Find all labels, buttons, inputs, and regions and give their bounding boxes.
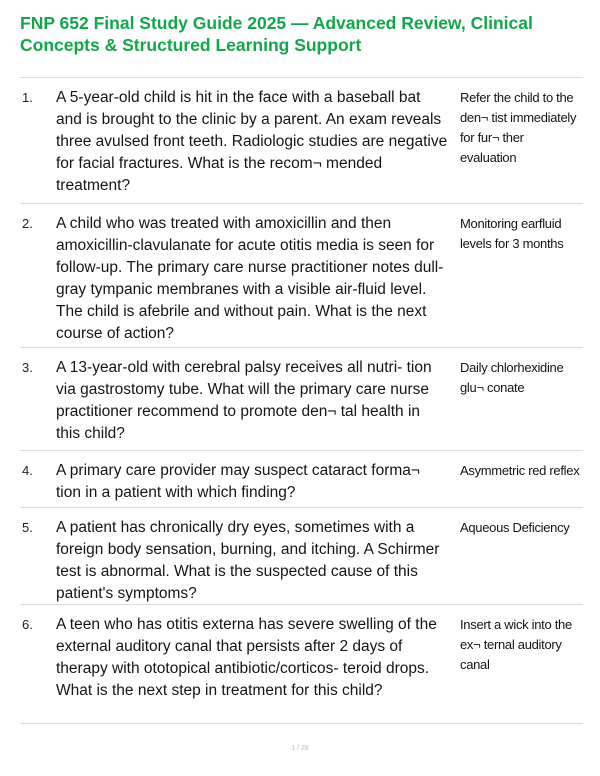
question-text: A 13-year-old with cerebral palsy receives all nutri- tion via gastrostomy tube. What will the primary care nurse practitioner recommend to promote den¬ tal health in this child?	[56, 359, 432, 442]
question-number: 1.	[22, 90, 33, 105]
question-number: 3.	[22, 360, 33, 375]
question-number: 2.	[22, 216, 33, 231]
answer-text: Monitoring earfluid levels for 3 months	[460, 216, 564, 251]
question-row	[20, 348, 583, 451]
question-row	[20, 204, 583, 348]
answer-text: Daily chlorhexidine glu¬ conate	[460, 360, 564, 395]
question-number: 5.	[22, 520, 33, 535]
question-table	[20, 77, 583, 724]
answer-text: Asymmetric red reflex	[460, 463, 580, 478]
answer-text: Insert a wick into the ex¬ ternal auditory canal	[460, 617, 572, 672]
question-row	[20, 605, 583, 724]
question-text: A teen who has otitis externa has severe swelling of the external auditory canal that persists after 2 days of therapy with ototopical antibiotic/corticos- teroid drops. What is the next step in treatment for this child?	[56, 616, 437, 699]
question-row	[20, 78, 583, 204]
question-text: A 5-year-old child is hit in the face with a baseball bat and is brought to the clinic by a parent. An exam reveals three avulsed front teeth. Radiologic studies are negative for facial fractures. What is the recom¬ mended treatment?	[56, 89, 448, 194]
question-number: 6.	[22, 617, 33, 632]
question-text: A primary care provider may suspect cataract forma¬ tion in a patient with which finding?	[56, 462, 420, 501]
page-indicator: 1 / 28	[291, 745, 309, 752]
answer-text: Refer the child to the den¬ tist immediately for fur¬ ther evaluation	[460, 90, 577, 165]
question-row	[20, 451, 583, 508]
question-text: A patient has chronically dry eyes, sometimes with a foreign body sensation, burning, and itching. A Schirmer test is abnormal. What is the suspected cause of this patient's symptoms?	[56, 519, 440, 602]
question-number: 4.	[22, 463, 33, 478]
answer-text: Aqueous Deficiency	[460, 520, 570, 535]
page-title: FNP 652 Final Study Guide 2025 — Advanced Review, Clinical Concepts & Structured Learning Support	[20, 13, 533, 55]
question-text: A child who was treated with amoxicillin and then amoxicillin-clavulanate for acute otitis media is seen for follow-up. The primary care nurse practitioner notes dull-gray tympanic membranes with a visible air-fluid level. The child is afebrile and without pain. What is the next course of action?	[56, 215, 444, 342]
question-row	[20, 508, 583, 605]
